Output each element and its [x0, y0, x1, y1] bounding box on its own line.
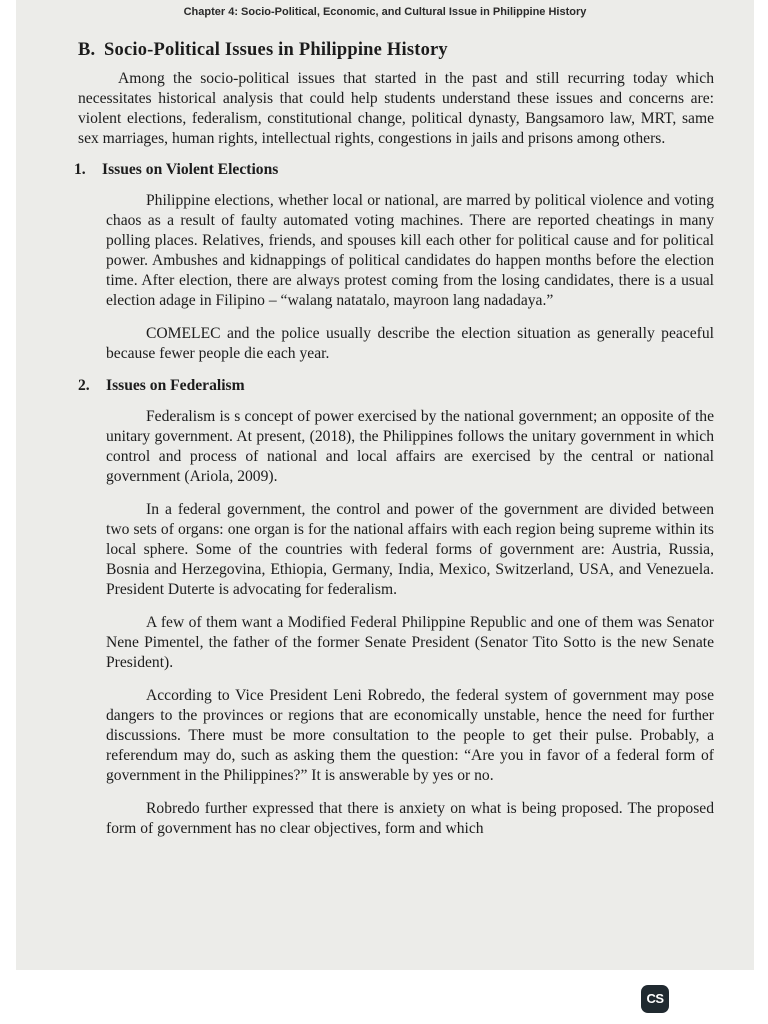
paragraph: COMELEC and the police usually describe the election situation as generally peaceful because fewer people die each year.: [106, 325, 714, 362]
subsection-number: 1.: [74, 161, 86, 178]
page-content: [74, 40, 714, 839]
subsection-heading-violent-elections: [74, 161, 714, 179]
subsection-title: Issues on Federalism: [106, 377, 245, 394]
paragraph: Robredo further expressed that there is anxiety on what is being proposed. The proposed form of government has no clear objectives, form and which: [106, 800, 714, 837]
paragraph: Federalism is s concept of power exercised by the national government; an opposite of the unitary government. At present, (2018), the Philippines follows the unitary government in which control and process of national and local affairs are exercised by the central or national government (Ariola, 2009).: [106, 408, 714, 485]
paragraph: In a federal government, the control and power of the government are divided between two sets of organs: one organ is for the national affairs with each region being supreme within its local sphere. Some of the countries with federal forms of government are: Austria, Russia, Bosnia and Herzegovina, Ethiopia, Germany, India, Mexico, Switzerland, USA, and Venezuela. President Duterte is advocating for federalism.: [106, 501, 714, 598]
document-page: [16, 0, 754, 970]
camscanner-logo: CS: [641, 985, 669, 1013]
paragraph: Philippine elections, whether local or national, are marred by political violence and voting chaos as a result of faulty automated voting machines. There are reported cheatings in many polling places. Relatives, friends, and spouses kill each other for political cause and for political power. Ambushes and kidnappings of political candidates do happen months before the election time. After election, there are always protest coming from the losing candidates, there is a usual election adage in Filipino – “walang natatalo, mayroon lang nadadaya.”: [106, 192, 714, 309]
subsection-body-federalism: [106, 407, 714, 839]
subsection-number: 2.: [78, 377, 90, 394]
paragraph: A few of them want a Modified Federal Philippine Republic and one of them was Senator Nene Pimentel, the father of the former Senate President (Senator Tito Sotto is the new Senate President).: [106, 614, 714, 671]
paragraph: According to Vice President Leni Robredo, the federal system of government may pose dangers to the provinces or regions that are economically unstable, hence the need for further discussions. There must be more consultation to the people to get their pulse. Probably, a referendum may do, such as asking them the question: “Are you in favor of a federal form of government in the Philippines?” It is answerable by yes or no.: [106, 687, 714, 784]
section-intro: Among the socio-political issues that started in the past and still recurring today which necessitates historical analysis that could help students understand these issues and concerns are: violent elections, federalism, constitutional change, political dynasty, Bangsamoro law, MRT, same sex marriages, human rights, intellectual rights, congestions in jails and prisons among others.: [78, 70, 714, 147]
section-title: Socio-Political Issues in Philippine History: [104, 40, 448, 60]
running-head: Chapter 4: Socio-Political, Economic, and Cultural Issue in Philippine History: [183, 6, 587, 18]
subsection-body-violent-elections: [106, 191, 714, 364]
section-label: B.: [78, 40, 96, 60]
section-heading: [78, 40, 714, 61]
subsection-title: Issues on Violent Elections: [102, 161, 279, 178]
subsection-heading-federalism: [78, 377, 714, 395]
